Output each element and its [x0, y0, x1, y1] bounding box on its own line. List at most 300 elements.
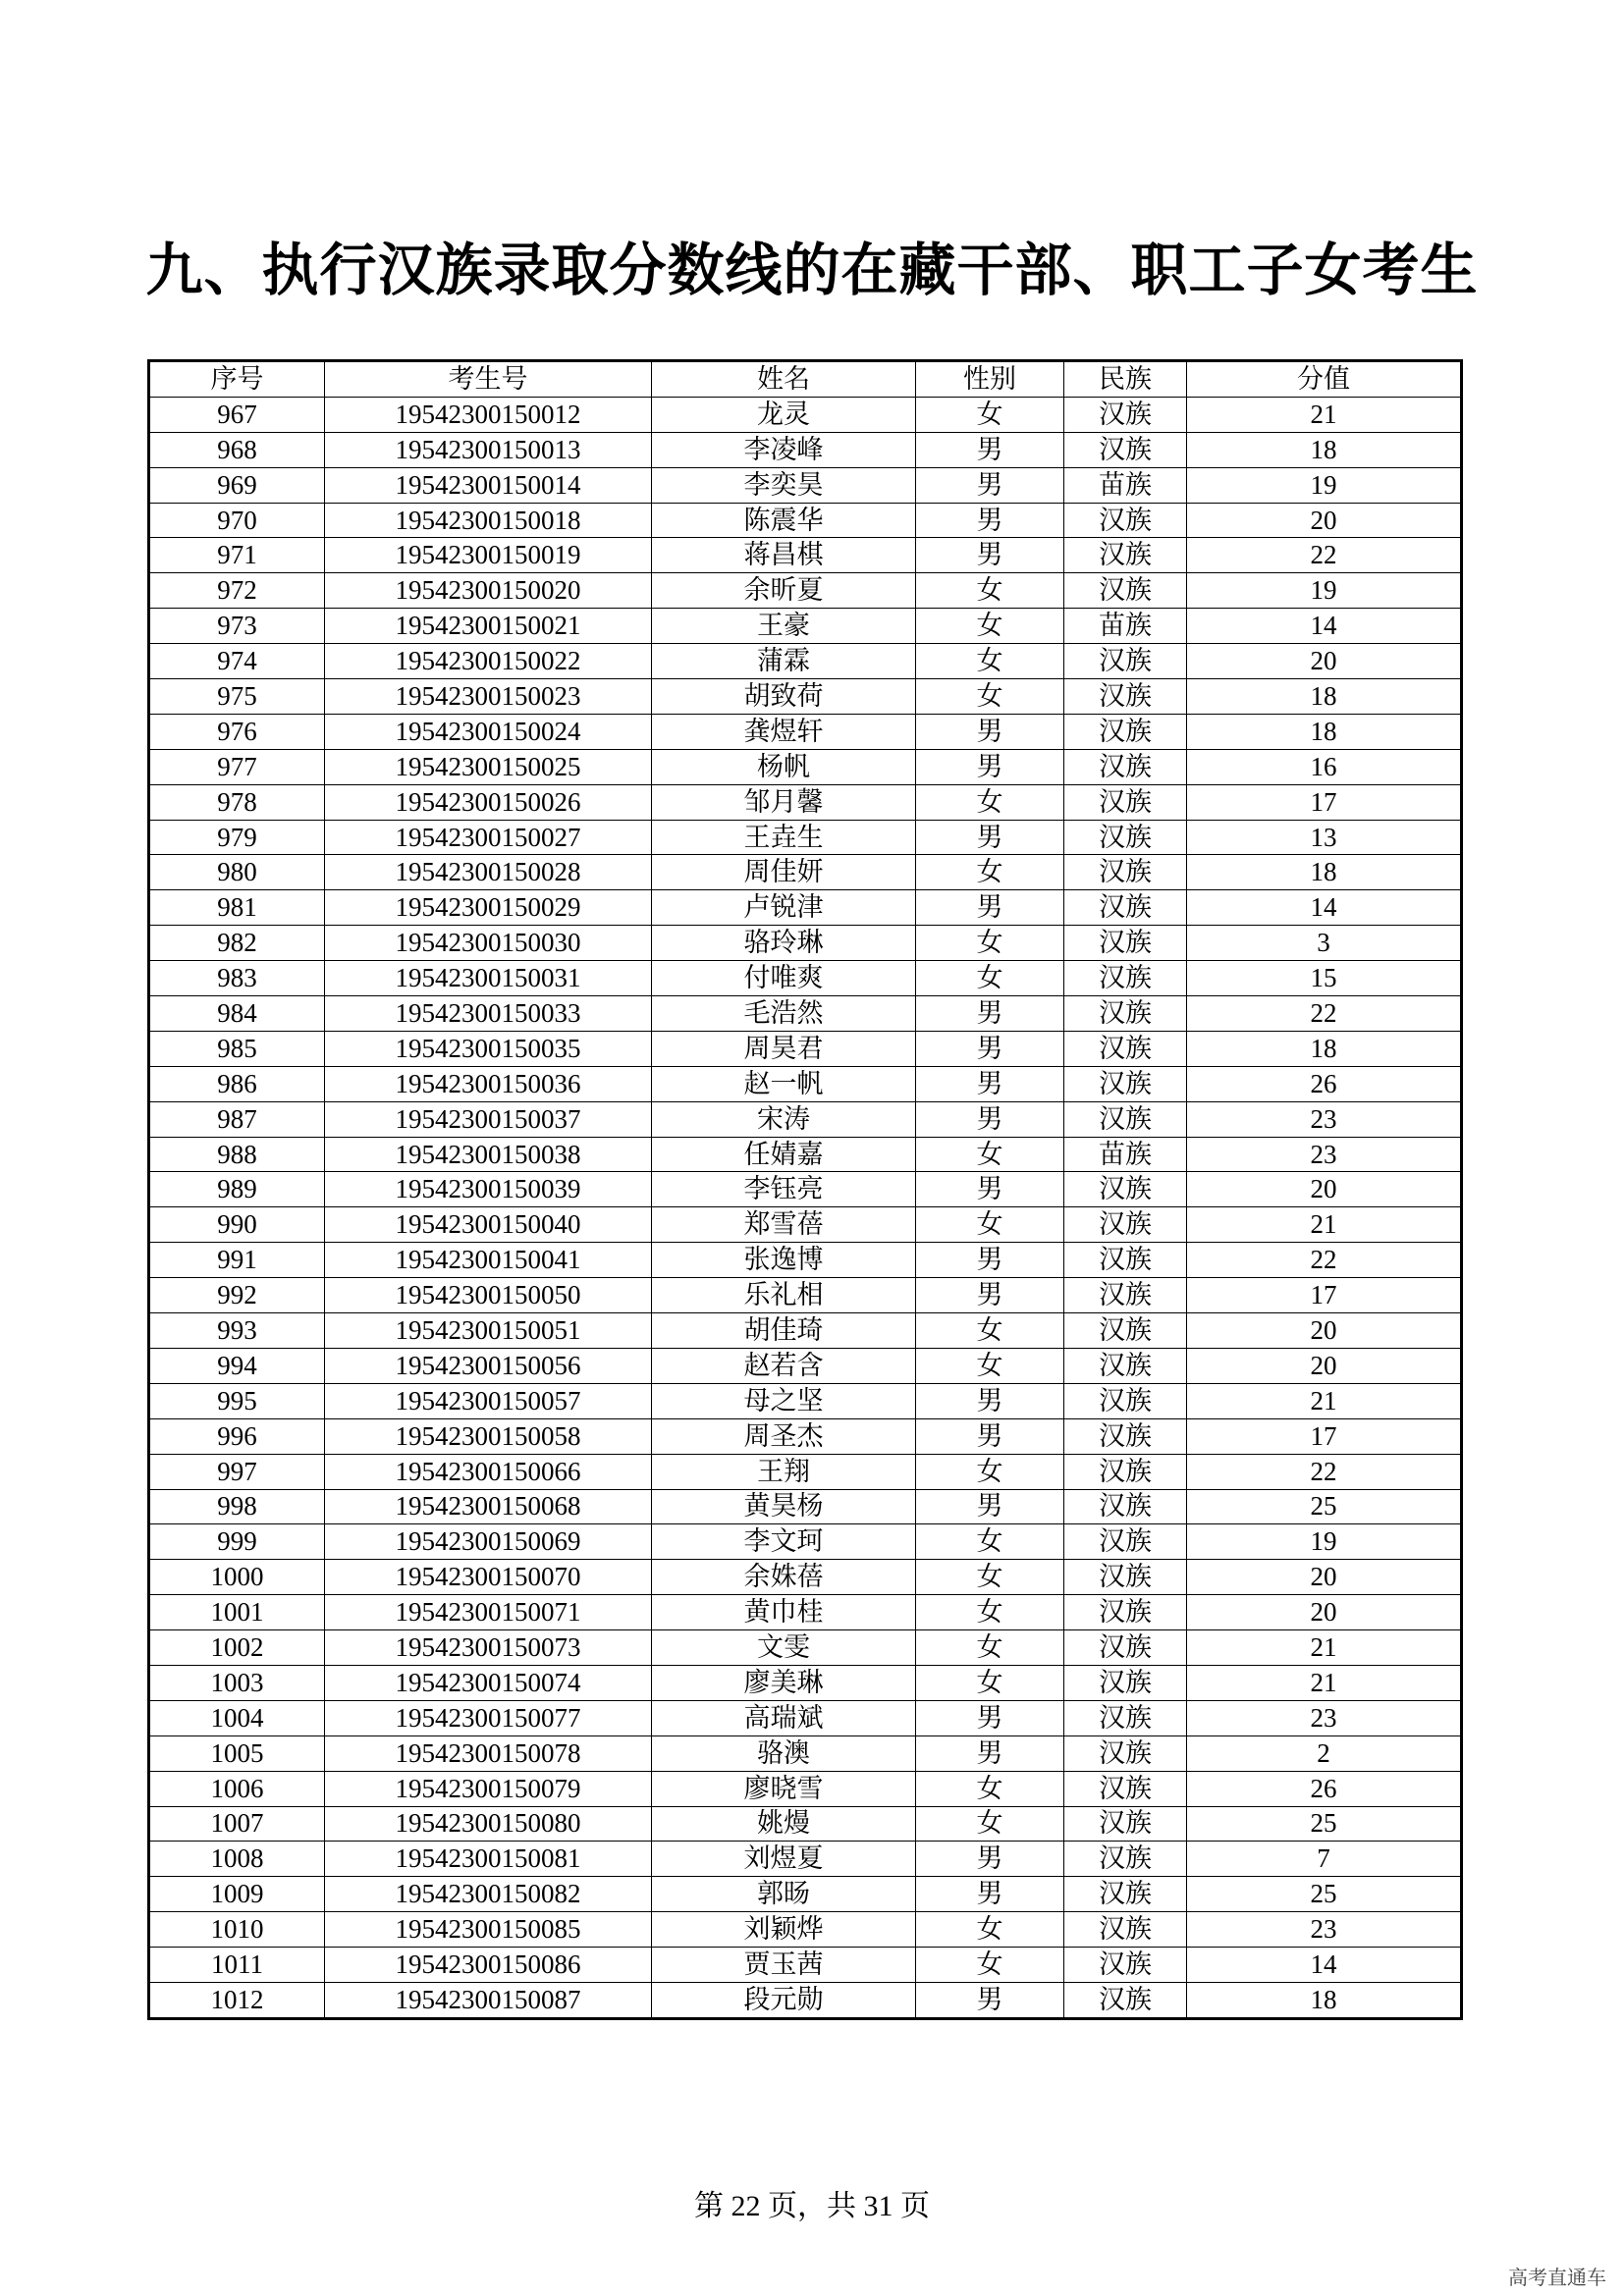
cell-name: 贾玉茜 [652, 1948, 916, 1983]
cell-score: 18 [1187, 855, 1462, 890]
cell-score: 18 [1187, 1982, 1462, 2018]
page-title: 九、执行汉族录取分数线的在藏干部、职工子女考生 [145, 237, 1479, 303]
table-row [149, 1912, 1462, 1948]
cell-name: 宋涛 [652, 1101, 916, 1137]
cell-ethnicity: 汉族 [1064, 1630, 1187, 1666]
cell-name: 郭旸 [652, 1877, 916, 1912]
cell-name: 刘煜夏 [652, 1842, 916, 1877]
cell-serial-number: 979 [149, 820, 325, 855]
cell-serial-number: 969 [149, 467, 325, 503]
cell-serial-number: 987 [149, 1101, 325, 1137]
table-row [149, 1982, 1462, 2018]
cell-gender: 女 [916, 644, 1064, 679]
watermark-text: 高考直通车 [1508, 2266, 1606, 2289]
cell-name: 李奕昊 [652, 467, 916, 503]
cell-ethnicity: 汉族 [1064, 1982, 1187, 2018]
cell-name: 邹月馨 [652, 784, 916, 820]
cell-ethnicity: 汉族 [1064, 1066, 1187, 1101]
cell-serial-number: 999 [149, 1524, 325, 1560]
cell-serial-number: 1003 [149, 1665, 325, 1700]
cell-ethnicity: 汉族 [1064, 1172, 1187, 1207]
cell-gender: 男 [916, 1243, 1064, 1278]
cell-serial-number: 1004 [149, 1700, 325, 1735]
cell-name: 杨帆 [652, 749, 916, 784]
cell-serial-number: 1005 [149, 1735, 325, 1771]
cell-name: 母之坚 [652, 1383, 916, 1418]
cell-ethnicity: 汉族 [1064, 1948, 1187, 1983]
table-row [149, 784, 1462, 820]
cell-exam-id: 19542300150028 [325, 855, 652, 890]
cell-score: 21 [1187, 397, 1462, 432]
cell-ethnicity: 苗族 [1064, 609, 1187, 644]
cell-serial-number: 985 [149, 1031, 325, 1066]
cell-name: 刘颖烨 [652, 1912, 916, 1948]
cell-ethnicity: 汉族 [1064, 1207, 1187, 1243]
cell-ethnicity: 汉族 [1064, 855, 1187, 890]
cell-serial-number: 973 [149, 609, 325, 644]
cell-ethnicity: 汉族 [1064, 1489, 1187, 1524]
cell-gender: 男 [916, 1383, 1064, 1418]
cell-gender: 男 [916, 1735, 1064, 1771]
cell-name: 廖美琳 [652, 1665, 916, 1700]
cell-score: 21 [1187, 1630, 1462, 1666]
column-header-serial-number: 序号 [149, 361, 325, 398]
cell-name: 赵一帆 [652, 1066, 916, 1101]
cell-score: 15 [1187, 961, 1462, 996]
cell-exam-id: 19542300150073 [325, 1630, 652, 1666]
cell-gender: 男 [916, 1982, 1064, 2018]
cell-serial-number: 994 [149, 1348, 325, 1383]
table-row [149, 1278, 1462, 1313]
cell-score: 23 [1187, 1700, 1462, 1735]
table-row [149, 1137, 1462, 1172]
cell-name: 王翔 [652, 1454, 916, 1489]
cell-exam-id: 19542300150037 [325, 1101, 652, 1137]
cell-gender: 男 [916, 432, 1064, 467]
table-row [149, 1418, 1462, 1454]
cell-exam-id: 19542300150021 [325, 609, 652, 644]
cell-score: 18 [1187, 714, 1462, 749]
cell-name: 李文珂 [652, 1524, 916, 1560]
cell-ethnicity: 汉族 [1064, 714, 1187, 749]
cell-gender: 男 [916, 538, 1064, 573]
cell-name: 廖晓雪 [652, 1771, 916, 1806]
table-row [149, 1489, 1462, 1524]
cell-exam-id: 19542300150014 [325, 467, 652, 503]
table-row [149, 397, 1462, 432]
cell-gender: 女 [916, 1595, 1064, 1630]
cell-name: 周佳妍 [652, 855, 916, 890]
cell-gender: 女 [916, 1771, 1064, 1806]
cell-gender: 男 [916, 467, 1064, 503]
table-row [149, 1207, 1462, 1243]
header-row [149, 361, 1462, 398]
cell-name: 文雯 [652, 1630, 916, 1666]
cell-exam-id: 19542300150040 [325, 1207, 652, 1243]
candidate-table [147, 359, 1463, 2020]
cell-serial-number: 997 [149, 1454, 325, 1489]
cell-gender: 女 [916, 1137, 1064, 1172]
cell-score: 22 [1187, 538, 1462, 573]
cell-ethnicity: 汉族 [1064, 1313, 1187, 1349]
cell-ethnicity: 汉族 [1064, 784, 1187, 820]
cell-score: 18 [1187, 679, 1462, 715]
cell-gender: 男 [916, 1172, 1064, 1207]
cell-ethnicity: 汉族 [1064, 1243, 1187, 1278]
cell-exam-id: 19542300150082 [325, 1877, 652, 1912]
cell-ethnicity: 汉族 [1064, 1418, 1187, 1454]
cell-gender: 女 [916, 573, 1064, 609]
column-header-ethnicity: 民族 [1064, 361, 1187, 398]
cell-name: 周昊君 [652, 1031, 916, 1066]
cell-exam-id: 19542300150026 [325, 784, 652, 820]
cell-gender: 男 [916, 1700, 1064, 1735]
cell-exam-id: 19542300150024 [325, 714, 652, 749]
cell-score: 14 [1187, 609, 1462, 644]
table-row [149, 432, 1462, 467]
cell-ethnicity: 汉族 [1064, 573, 1187, 609]
cell-name: 张逸博 [652, 1243, 916, 1278]
cell-ethnicity: 汉族 [1064, 1031, 1187, 1066]
table-row [149, 1172, 1462, 1207]
cell-name: 卢锐津 [652, 890, 916, 926]
cell-ethnicity: 汉族 [1064, 961, 1187, 996]
cell-name: 郑雪蓓 [652, 1207, 916, 1243]
table-row [149, 609, 1462, 644]
table-row [149, 679, 1462, 715]
table-row [149, 1842, 1462, 1877]
cell-gender: 女 [916, 1454, 1064, 1489]
column-header-name: 姓名 [652, 361, 916, 398]
cell-serial-number: 991 [149, 1243, 325, 1278]
cell-gender: 女 [916, 397, 1064, 432]
cell-exam-id: 19542300150051 [325, 1313, 652, 1349]
cell-exam-id: 19542300150079 [325, 1771, 652, 1806]
cell-exam-id: 19542300150041 [325, 1243, 652, 1278]
table-row [149, 1735, 1462, 1771]
cell-serial-number: 975 [149, 679, 325, 715]
table-row [149, 1560, 1462, 1595]
cell-exam-id: 19542300150070 [325, 1560, 652, 1595]
cell-exam-id: 19542300150071 [325, 1595, 652, 1630]
cell-gender: 女 [916, 1630, 1064, 1666]
cell-gender: 女 [916, 1806, 1064, 1842]
cell-ethnicity: 汉族 [1064, 1842, 1187, 1877]
cell-ethnicity: 汉族 [1064, 1735, 1187, 1771]
cell-serial-number: 1008 [149, 1842, 325, 1877]
table-row [149, 855, 1462, 890]
cell-name: 胡致荷 [652, 679, 916, 715]
cell-serial-number: 989 [149, 1172, 325, 1207]
cell-gender: 女 [916, 1524, 1064, 1560]
cell-name: 姚熳 [652, 1806, 916, 1842]
cell-serial-number: 993 [149, 1313, 325, 1349]
cell-name: 高瑞斌 [652, 1700, 916, 1735]
cell-score: 22 [1187, 1243, 1462, 1278]
cell-score: 22 [1187, 996, 1462, 1032]
cell-name: 黄昊杨 [652, 1489, 916, 1524]
cell-ethnicity: 汉族 [1064, 503, 1187, 538]
table-row [149, 1877, 1462, 1912]
cell-gender: 女 [916, 855, 1064, 890]
cell-score: 26 [1187, 1771, 1462, 1806]
cell-name: 王垚生 [652, 820, 916, 855]
cell-ethnicity: 汉族 [1064, 820, 1187, 855]
table-row [149, 1806, 1462, 1842]
cell-gender: 男 [916, 1278, 1064, 1313]
cell-ethnicity: 汉族 [1064, 996, 1187, 1032]
cell-score: 14 [1187, 1948, 1462, 1983]
page-number: 第 22 页，共 31 页 [694, 2190, 930, 2222]
cell-serial-number: 1010 [149, 1912, 325, 1948]
cell-exam-id: 19542300150022 [325, 644, 652, 679]
cell-name: 乐礼相 [652, 1278, 916, 1313]
cell-ethnicity: 苗族 [1064, 467, 1187, 503]
cell-gender: 男 [916, 714, 1064, 749]
cell-exam-id: 19542300150081 [325, 1842, 652, 1877]
cell-serial-number: 986 [149, 1066, 325, 1101]
cell-serial-number: 984 [149, 996, 325, 1032]
cell-serial-number: 977 [149, 749, 325, 784]
cell-name: 任婧嘉 [652, 1137, 916, 1172]
cell-ethnicity: 汉族 [1064, 644, 1187, 679]
cell-name: 李凌峰 [652, 432, 916, 467]
table-row [149, 1771, 1462, 1806]
cell-ethnicity: 汉族 [1064, 890, 1187, 926]
cell-name: 赵若含 [652, 1348, 916, 1383]
cell-exam-id: 19542300150027 [325, 820, 652, 855]
table-row [149, 573, 1462, 609]
cell-exam-id: 19542300150018 [325, 503, 652, 538]
cell-score: 19 [1187, 1524, 1462, 1560]
table-row [149, 467, 1462, 503]
cell-serial-number: 1006 [149, 1771, 325, 1806]
cell-name: 陈震华 [652, 503, 916, 538]
table-row [149, 961, 1462, 996]
cell-gender: 男 [916, 503, 1064, 538]
cell-name: 周圣杰 [652, 1418, 916, 1454]
cell-score: 20 [1187, 644, 1462, 679]
cell-gender: 女 [916, 784, 1064, 820]
cell-exam-id: 19542300150013 [325, 432, 652, 467]
cell-score: 16 [1187, 749, 1462, 784]
cell-ethnicity: 汉族 [1064, 1877, 1187, 1912]
cell-exam-id: 19542300150087 [325, 1982, 652, 2018]
cell-score: 25 [1187, 1806, 1462, 1842]
cell-score: 13 [1187, 820, 1462, 855]
cell-gender: 女 [916, 961, 1064, 996]
cell-exam-id: 19542300150039 [325, 1172, 652, 1207]
cell-ethnicity: 汉族 [1064, 679, 1187, 715]
cell-serial-number: 968 [149, 432, 325, 467]
cell-score: 19 [1187, 573, 1462, 609]
cell-exam-id: 19542300150077 [325, 1700, 652, 1735]
cell-ethnicity: 汉族 [1064, 749, 1187, 784]
cell-gender: 女 [916, 609, 1064, 644]
cell-ethnicity: 汉族 [1064, 538, 1187, 573]
cell-gender: 男 [916, 996, 1064, 1032]
cell-exam-id: 19542300150023 [325, 679, 652, 715]
cell-serial-number: 974 [149, 644, 325, 679]
cell-ethnicity: 汉族 [1064, 1771, 1187, 1806]
cell-ethnicity: 苗族 [1064, 1137, 1187, 1172]
cell-gender: 男 [916, 1066, 1064, 1101]
cell-exam-id: 19542300150058 [325, 1418, 652, 1454]
cell-gender: 女 [916, 1313, 1064, 1349]
cell-serial-number: 982 [149, 926, 325, 961]
cell-score: 20 [1187, 1595, 1462, 1630]
table-row [149, 1243, 1462, 1278]
cell-serial-number: 972 [149, 573, 325, 609]
cell-serial-number: 996 [149, 1418, 325, 1454]
cell-ethnicity: 汉族 [1064, 1383, 1187, 1418]
table-row [149, 1948, 1462, 1983]
cell-exam-id: 19542300150035 [325, 1031, 652, 1066]
table-row [149, 538, 1462, 573]
cell-exam-id: 19542300150033 [325, 996, 652, 1032]
cell-name: 龚煜轩 [652, 714, 916, 749]
cell-serial-number: 990 [149, 1207, 325, 1243]
cell-serial-number: 1012 [149, 1982, 325, 2018]
cell-score: 3 [1187, 926, 1462, 961]
cell-score: 21 [1187, 1207, 1462, 1243]
table-row [149, 749, 1462, 784]
cell-name: 蒲霖 [652, 644, 916, 679]
cell-score: 23 [1187, 1912, 1462, 1948]
cell-name: 毛浩然 [652, 996, 916, 1032]
cell-exam-id: 19542300150031 [325, 961, 652, 996]
cell-gender: 男 [916, 1842, 1064, 1877]
cell-exam-id: 19542300150036 [325, 1066, 652, 1101]
cell-serial-number: 1002 [149, 1630, 325, 1666]
cell-score: 25 [1187, 1489, 1462, 1524]
cell-serial-number: 1001 [149, 1595, 325, 1630]
cell-score: 18 [1187, 1031, 1462, 1066]
cell-exam-id: 19542300150074 [325, 1665, 652, 1700]
cell-exam-id: 19542300150029 [325, 890, 652, 926]
table-header [149, 361, 1462, 398]
cell-name: 余姝蓓 [652, 1560, 916, 1595]
cell-gender: 女 [916, 1665, 1064, 1700]
column-header-gender: 性别 [916, 361, 1064, 398]
cell-score: 2 [1187, 1735, 1462, 1771]
cell-serial-number: 980 [149, 855, 325, 890]
cell-serial-number: 1009 [149, 1877, 325, 1912]
cell-gender: 男 [916, 749, 1064, 784]
cell-serial-number: 970 [149, 503, 325, 538]
cell-ethnicity: 汉族 [1064, 1278, 1187, 1313]
cell-score: 20 [1187, 1172, 1462, 1207]
cell-name: 骆澳 [652, 1735, 916, 1771]
cell-ethnicity: 汉族 [1064, 1454, 1187, 1489]
table-row [149, 1383, 1462, 1418]
cell-gender: 女 [916, 1348, 1064, 1383]
cell-score: 22 [1187, 1454, 1462, 1489]
cell-name: 黄巾桂 [652, 1595, 916, 1630]
cell-score: 20 [1187, 1560, 1462, 1595]
cell-score: 21 [1187, 1383, 1462, 1418]
cell-serial-number: 1007 [149, 1806, 325, 1842]
cell-exam-id: 19542300150019 [325, 538, 652, 573]
table-row [149, 1031, 1462, 1066]
cell-ethnicity: 汉族 [1064, 1700, 1187, 1735]
table-row [149, 996, 1462, 1032]
table-row [149, 1348, 1462, 1383]
cell-serial-number: 998 [149, 1489, 325, 1524]
cell-serial-number: 978 [149, 784, 325, 820]
cell-serial-number: 992 [149, 1278, 325, 1313]
cell-ethnicity: 汉族 [1064, 1665, 1187, 1700]
cell-score: 20 [1187, 503, 1462, 538]
cell-exam-id: 19542300150068 [325, 1489, 652, 1524]
cell-gender: 男 [916, 890, 1064, 926]
cell-score: 19 [1187, 467, 1462, 503]
cell-name: 蒋昌棋 [652, 538, 916, 573]
cell-ethnicity: 汉族 [1064, 1560, 1187, 1595]
cell-score: 7 [1187, 1842, 1462, 1877]
cell-score: 20 [1187, 1313, 1462, 1349]
cell-gender: 男 [916, 820, 1064, 855]
cell-serial-number: 988 [149, 1137, 325, 1172]
cell-serial-number: 971 [149, 538, 325, 573]
cell-gender: 男 [916, 1418, 1064, 1454]
cell-gender: 女 [916, 1948, 1064, 1983]
cell-serial-number: 976 [149, 714, 325, 749]
table-row [149, 1101, 1462, 1137]
cell-exam-id: 19542300150020 [325, 573, 652, 609]
table-row [149, 820, 1462, 855]
cell-exam-id: 19542300150025 [325, 749, 652, 784]
cell-gender: 男 [916, 1101, 1064, 1137]
table-row [149, 1700, 1462, 1735]
table-row [149, 503, 1462, 538]
cell-score: 25 [1187, 1877, 1462, 1912]
column-header-exam-id: 考生号 [325, 361, 652, 398]
cell-name: 余昕夏 [652, 573, 916, 609]
cell-ethnicity: 汉族 [1064, 1912, 1187, 1948]
cell-ethnicity: 汉族 [1064, 1348, 1187, 1383]
cell-exam-id: 19542300150080 [325, 1806, 652, 1842]
cell-name: 段元勋 [652, 1982, 916, 2018]
table-row [149, 1454, 1462, 1489]
cell-name: 骆玲琳 [652, 926, 916, 961]
cell-serial-number: 967 [149, 397, 325, 432]
cell-gender: 女 [916, 1207, 1064, 1243]
cell-score: 17 [1187, 1418, 1462, 1454]
cell-gender: 女 [916, 926, 1064, 961]
cell-score: 20 [1187, 1348, 1462, 1383]
table-body [149, 397, 1462, 2018]
cell-ethnicity: 汉族 [1064, 1524, 1187, 1560]
table-row [149, 926, 1462, 961]
cell-name: 王豪 [652, 609, 916, 644]
cell-ethnicity: 汉族 [1064, 1101, 1187, 1137]
cell-gender: 男 [916, 1031, 1064, 1066]
cell-gender: 男 [916, 1489, 1064, 1524]
cell-name: 龙灵 [652, 397, 916, 432]
cell-exam-id: 19542300150012 [325, 397, 652, 432]
column-header-score: 分值 [1187, 361, 1462, 398]
cell-serial-number: 995 [149, 1383, 325, 1418]
cell-exam-id: 19542300150078 [325, 1735, 652, 1771]
cell-score: 17 [1187, 1278, 1462, 1313]
table-row [149, 714, 1462, 749]
cell-serial-number: 981 [149, 890, 325, 926]
cell-gender: 男 [916, 1877, 1064, 1912]
cell-exam-id: 19542300150038 [325, 1137, 652, 1172]
table-row [149, 644, 1462, 679]
cell-exam-id: 19542300150050 [325, 1278, 652, 1313]
